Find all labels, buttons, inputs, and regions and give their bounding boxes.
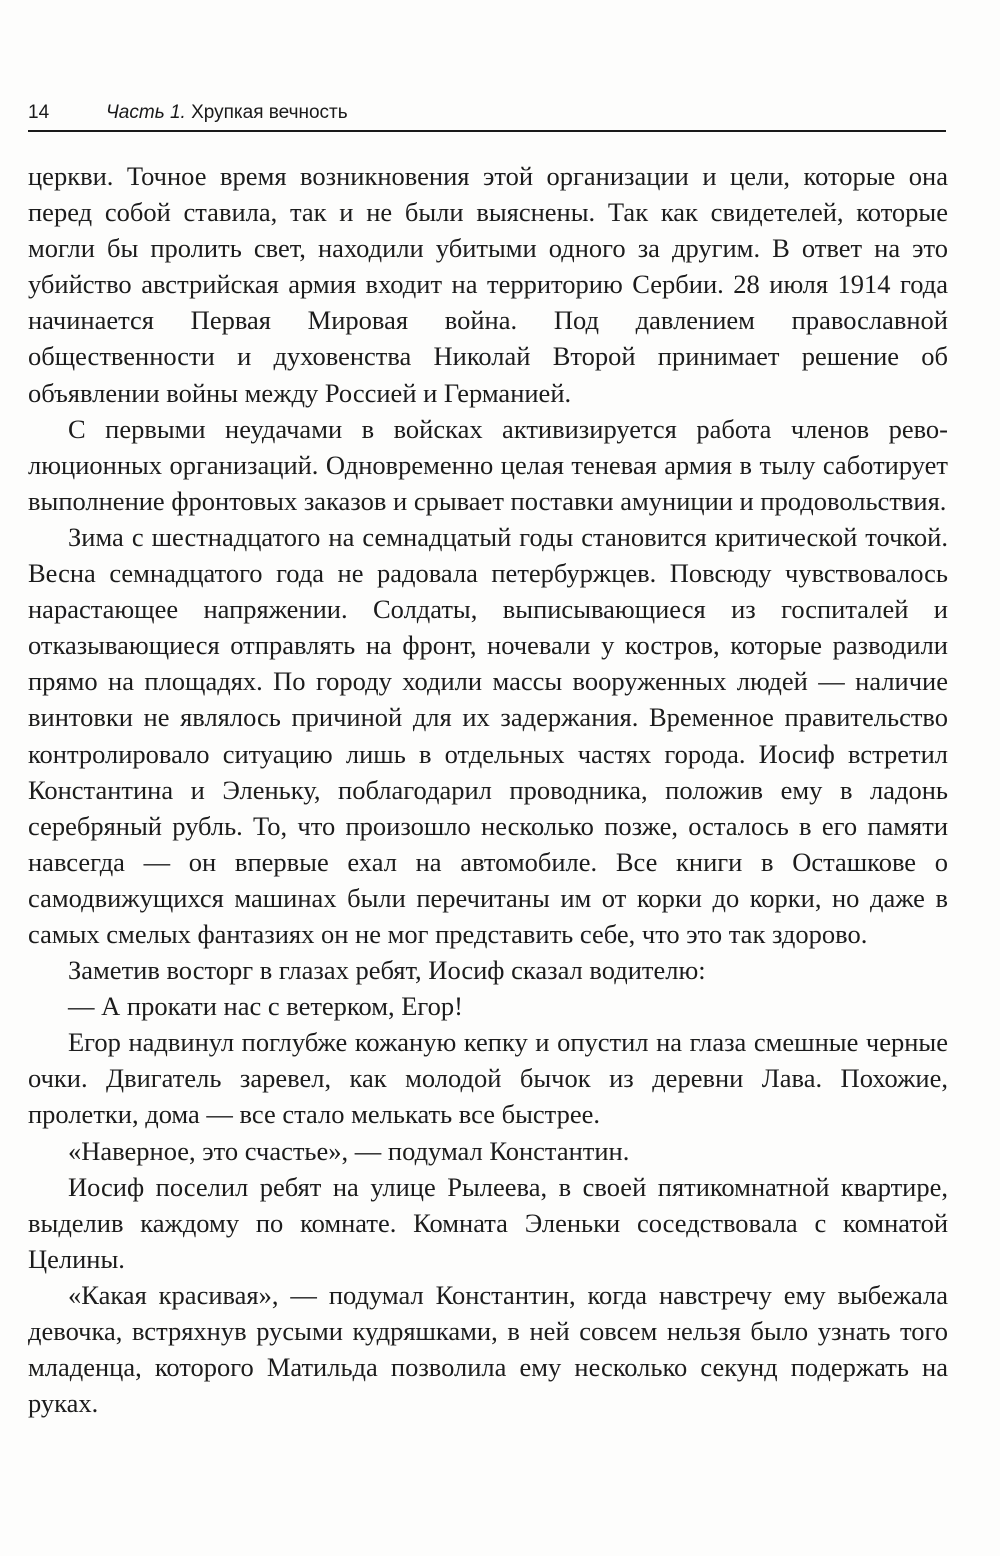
paragraph-9: «Какая красивая», — подумал Константин, когда навстречу ему выбежала девочка, встряхнув русыми кудряшками, в ней совсем нельзя было узнать того младенца, которого Матильда позволила ему несколько секунд подержать на руках. (28, 1279, 948, 1419)
running-header (28, 100, 946, 132)
paragraph-2: С первыми неудачами в войсках активизируется работа членов революционных организаций. Одновременно целая теневая армия в тылу саботирует выполнение фронтовых заказов и срывает поставки амуниции и продовольствия. (28, 413, 948, 516)
paragraph-1: церкви. Точное время возникновения этой организации и цели, которые она перед собой ставила, так и не были выяснены. Так как свидетелей, которые могли бы пролить свет, находили убитыми одного за другим. В ответ на это убийство австрийская армия входит на территорию Сербии. 28 июля 1914 года начинается Первая Мировая война. Под давлением православной общественности и духовенства Николай Второй принимает решение об объявлении войны между Россией и Германией. (28, 161, 948, 408)
paragraph-6: Егор надвинул поглубже кожаную кепку и опустил на глаза смешные черные очки. Двигатель заревел, как молодой бычок из деревни Лава. Похожие, пролетки, дома — все стало мелькать все быстрее. (28, 1027, 948, 1130)
body-text (28, 158, 948, 1421)
paragraph-4: Заметив восторг в глазах ребят, Иосиф сказал водителю: (68, 955, 706, 986)
paragraph-3: Зима с шестнадцатого на семнадцатый годы становится критической точкой. Весна семнадцатого года не радовала петербуржцев. Повсюду чувствовалось нарастающее напряжении. Солдаты, выписывающиеся из госпиталей и отказывающиеся отправлять на фронт, ночевали у костров, которые разводили прямо на площадях. По городу ходили массы вооруженных людей — наличие винтовки не являлось причиной для их задержания. Временное правительство контролировало ситуацию лишь в отдельных частях города. Иосиф встретил Константина и Эленьку, поблагодарил проводника, положив ему в ладонь серебряный рубль. То, что произошло несколько позже, осталось в его памяти навсегда — он впервые ехал на автомобиле. Все книги в Осташкове о самодвижущихся машинах были перечитаны им от корки до корки, но даже в самых смелых фантазиях он не мог представить себе, что это так здорово. (28, 521, 948, 949)
part-label: Часть 1. (106, 102, 186, 123)
paragraph-8: Иосиф поселил ребят на улице Рылеева, в своей пятикомнатной квартире, выделив каждому по комнате. Комната Эленьки соседствовала с комнатой Целины. (28, 1171, 948, 1274)
page-number: 14 (28, 102, 50, 123)
dialogue-line: — А прокати нас с ветерком, Егор! (68, 991, 463, 1022)
part-title: Хрупкая вечность (191, 102, 348, 123)
running-title (106, 102, 348, 124)
paragraph-7: «Наверное, это счастье», — подумал Константин. (68, 1135, 630, 1166)
